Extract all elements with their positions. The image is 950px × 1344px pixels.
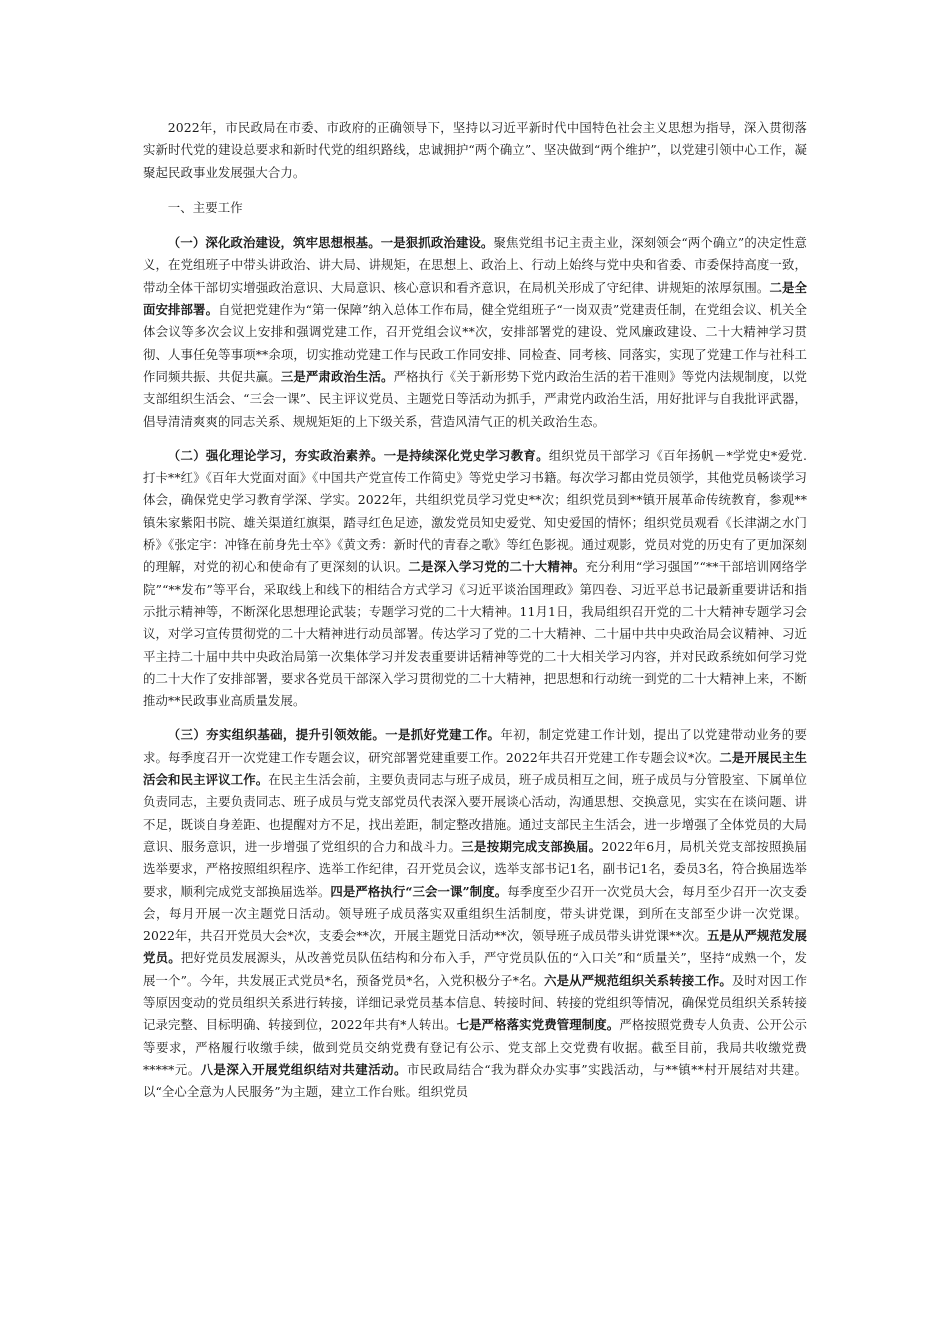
bold-lead: 四是严格执行“三会一课”制度。 bbox=[330, 883, 508, 899]
bold-lead: 七是严格落实党费管理制度。 bbox=[456, 1017, 620, 1033]
body-text: 年初，制定党建工作计划，提出了以党建带动业务的要求。每季度召开一次党建工作专题会议，研究部署党建重要工作。2022年共召开党建工作专题会议*次。 bbox=[143, 727, 807, 765]
body-text: 严格执行《关于新形势下党内政治生活的若干准则》等党内法规制度，以党支部组织生活会、“三会一课”、民主评议党员、主题党日等活动为抓手，严肃党内政治生活，用好批评与自我批评武器，倡导清清爽爽的同志关系、规规矩矩的上下级关系，营造风清气正的机关政治生态。 bbox=[143, 368, 807, 429]
section-paragraph-2 bbox=[143, 445, 807, 713]
body-text: 组织党员干部学习《百年扬帆－*学党史*爱党.打卡**红》《百年大党面对面》《中国共产党宣传工作简史》等党史学习书籍。每次学习都由党员领学，其他党员畅谈学习体会，确保党史学习教育学深、学实。2022年，共组织党员学习党史**次；组织党员到**镇开展革命传统教育，参观**镇朱家紫阳书院、雄关渠道红旗渠，踏寻红色足迹，激发党员知史爱党、知史爱国的情怀；组织党员观看《长津湖之水门桥》《张定宇：冲锋在前身先士卒》《黄文秀：新时代的青春之歌》等红色影视。通过观影，党员对党的历史有了更加深刻的理解，对党的初心和使命有了更深刻的认识。 bbox=[143, 447, 808, 575]
body-text: 在民主生活会前，主要负责同志与班子成员，班子成员相互之间，班子成员与分管股室、下属单位负责同志，主要负责同志、班子成员与党支部党员代表深入要开展谈心活动，沟通思想、交换意见，实实在在谈问题、讲不足，既谈自身差距、也提醒对方不足，找出差距，制定整改措施。通过支部民主生活会，进一步增强了全体党员的大局意识、服务意识，进一步增强了党组织的合力和战斗力。 bbox=[143, 772, 807, 854]
bold-lead: 八是深入开展党组织结对共建活动。 bbox=[200, 1061, 407, 1077]
bold-lead: 三是严肃政治生活。 bbox=[280, 368, 394, 384]
body-text: 2022年6月，局机关党支部按照换届选举要求，严格按照组织程序、选举工作纪律，召开党员会议，选举支部书记1名，副书记1名，委员3名，符合换届选举要求，顺利完成党支部换届选举。 bbox=[143, 838, 807, 899]
body-text: 聚焦党组书记主责主业，深刻领会“两个确立”的决定性意义，在党组班子中带头讲政治、讲大局、讲规矩，在思想上、政治上、行动上始终与党中央和省委、市委保持高度一致，带动全体干部切实增强政治意识、大局意识、核心意识和看齐意识，在局机关形成了守纪律、讲规矩的浓厚氛围。 bbox=[143, 235, 807, 295]
body-text: 把好党员发展源头，从改善党员队伍结构和分布入手，严守党员队伍的“入口关”和“质量关”，坚持“成熟一个，发展一个”。今年，共发展正式党员*名，预备党员*名，入党积极分子*名。 bbox=[143, 950, 807, 988]
body-text: 严格按照党费专人负责、公开公示等要求，严格履行收缴手续，做到党员交纳党费有登记有公示、党支部上交党费有收据。截至目前，我局共收缴党费*****元。 bbox=[143, 1017, 808, 1077]
intro-paragraph: 2022年，市民政局在市委、市政府的正确领导下，坚持以习近平新时代中国特色社会主义思想为指导，深入贯彻落实新时代党的建设总要求和新时代党的组织路线，忠诚拥护“两个确立”、坚决做到“两个维护”，以党建引领中心工作，凝聚起民政事业发展强大合力。 bbox=[143, 120, 807, 180]
bold-lead: （二）强化理论学习，夯实政治素养。一是持续深化党史学习教育。 bbox=[167, 447, 549, 463]
bold-lead: （一）深化政治建设，筑牢思想根基。一是狠抓政治建设。 bbox=[167, 235, 494, 251]
section-heading: 一、主要工作 bbox=[167, 199, 243, 215]
bold-lead: 二是全面安排部署。 bbox=[143, 279, 807, 318]
bold-lead: 五是从严规范发展党员。 bbox=[143, 928, 807, 966]
body-text: 及时对因工作等原因变动的党员组织关系进行转接，详细记录党员基本信息、转接时间、转接的党组织等情况，确保党员组织关系转接记录完整、目标明确、转接到位，2022年共有*人转出。 bbox=[143, 972, 808, 1033]
bold-lead: 六是从严规范组织关系转接工作。 bbox=[544, 972, 732, 988]
body-text: 自觉把党建作为“第一保障”纳入总体工作布局，健全党组班子“一岗双责”党建责任制，在党组会议、机关全体会议等多次会议上安排和强调党建工作，召开党组会议**次，安排部署党的建设、党风廉政建设、二十大精神学习贯彻、人事任免等事项**余项，切实推动党建工作与民政工作同安排、同检查、同考核、同落实，实现了党建工作与社科工作同频共振、共促共赢。 bbox=[143, 302, 807, 384]
bold-lead: 二是深入学习党的二十大精神。 bbox=[408, 559, 586, 575]
body-text: 每季度至少召开一次党员大会，每月至少召开一次支委会，每月开展一次主题党日活动。领导班子成员落实双重组织生活制度，带头讲党课，到所在支部至少讲一次党课。2022年，共召开党员大会*次，支委会**次，开展主题党日活动**次，领导班子成员带头讲党课**次。 bbox=[143, 883, 808, 944]
section-paragraph-3 bbox=[143, 724, 807, 1103]
body-text: 充分利用“学习强国”“**干部培训网络学院”“**发布”等平台，采取线上和线下的相结合方式学习《习近平谈治国理政》第四卷、习近平总书记最新重要讲话和指示批示精神等，不断深化思想理论武装；专题学习党的二十大精神。11月1日，我局组织召开党的二十大精神专题学习会议，对学习宣传贯彻党的二十大精神进行动员部署。传达学习了党的二十大精神、二十届中共中央政治局会议精神、习近平主持二十届中共中央政治局第一次集体学习并发表重要讲话精神等党的二十大相关学习内容，并对民政系统如何学习党的二十大作了安排部署，要求各党员干部深入学习贯彻党的二十大精神，把思想和行动统一到党的二十大精神上来，不断推动**民政事业高质量发展。 bbox=[143, 559, 807, 709]
body-text: 市民政局结合“我为群众办实事”实践活动，与**镇**村开展结对共建。以“全心全意为人民服务”为主题，建立工作台账。组织党员 bbox=[143, 1061, 807, 1100]
bold-lead: （三）夯实组织基础，提升引领效能。一是抓好党建工作。 bbox=[167, 727, 501, 743]
bold-lead: 三是按期完成支部换届。 bbox=[461, 838, 602, 854]
bold-lead: 二是开展民主生活会和民主评议工作。 bbox=[143, 749, 808, 788]
section-paragraph-1 bbox=[143, 232, 807, 433]
